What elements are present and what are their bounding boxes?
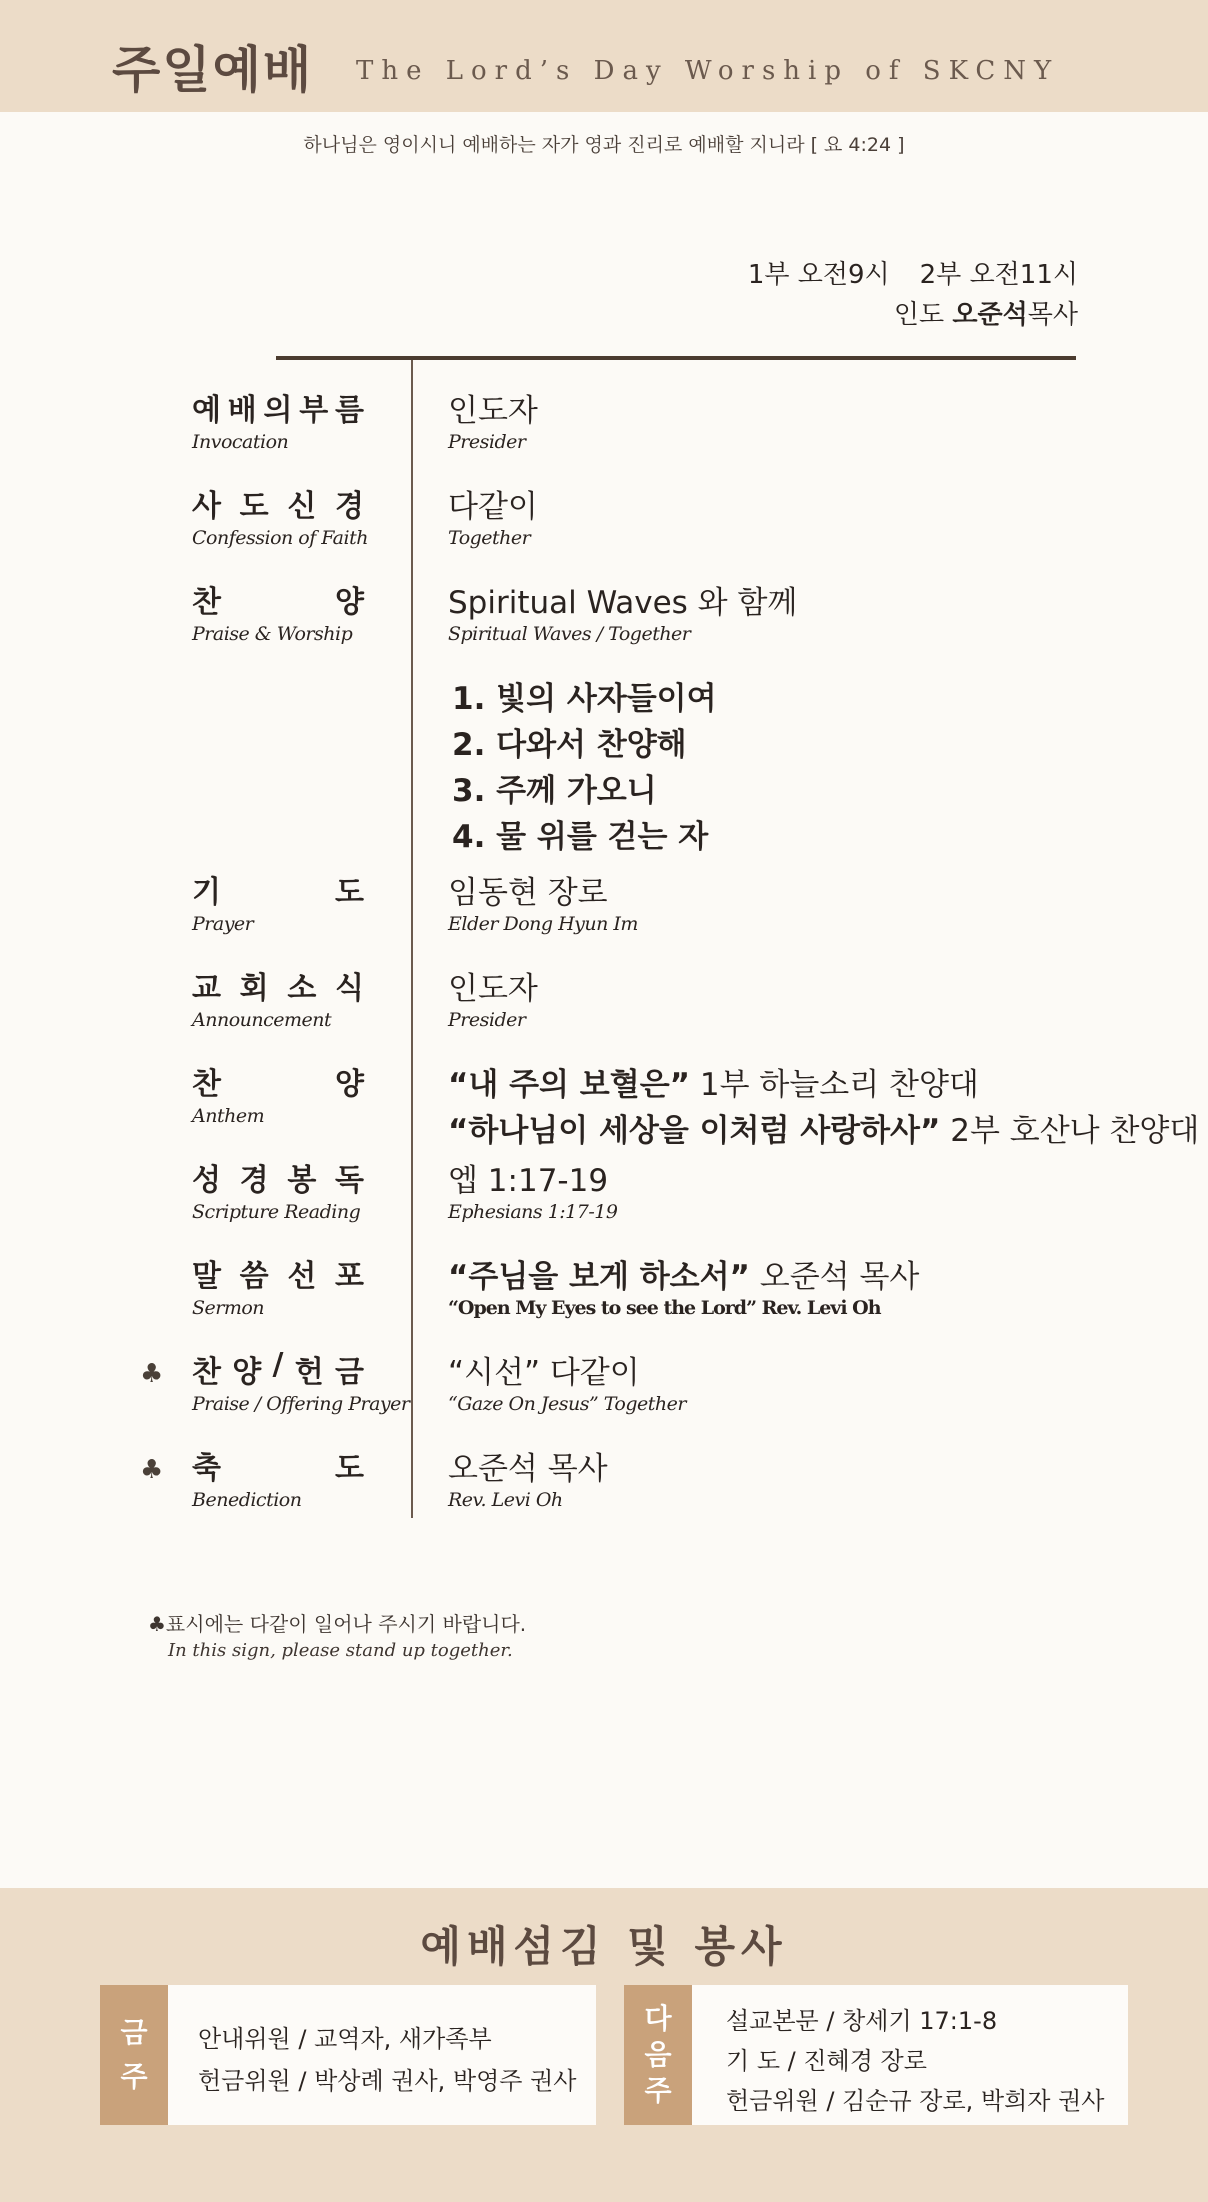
divider-rule [276, 356, 1076, 360]
order-label [192, 481, 364, 525]
hymn-item: 4. 물 위를 걷는 자 [452, 819, 709, 855]
order-label-en: Sermon [192, 1297, 265, 1319]
order-value: “시선” 다같이 [448, 1355, 640, 1391]
first-service-time: 1부 오전9시 [747, 260, 890, 290]
order-value-en: Spiritual Waves / Together [448, 623, 691, 645]
column-divider [411, 360, 413, 1518]
label-char: 도 [335, 1451, 364, 1486]
label-char: 주 [120, 2060, 148, 2093]
label-char: 금 [120, 2016, 148, 2049]
order-value-en: Elder Dong Hyun Im [448, 913, 638, 935]
anthem-title-1: “내 주의 보혈은” [448, 1067, 691, 1103]
label-char: 말 [192, 1259, 221, 1294]
sermon-preacher: 오준석 목사 [749, 1259, 920, 1295]
sermon-line-en [448, 1297, 881, 1319]
order-value: 다같이 [448, 489, 538, 525]
anthem-choir-1: 1부 하늘소리 찬양대 [690, 1067, 979, 1103]
order-label-en: Prayer [192, 913, 254, 935]
label-char: 음 [644, 2038, 672, 2071]
order-value-en: “Gaze On Jesus” Together [448, 1393, 686, 1415]
order-label [192, 1347, 364, 1391]
label-char: 찬 [192, 1067, 221, 1102]
hymn-item: 3. 주께 가오니 [452, 773, 657, 809]
order-label [192, 1443, 364, 1487]
order-label-en: Announcement [192, 1009, 332, 1031]
order-value-en: Rev. Levi Oh [448, 1489, 563, 1511]
page-subtitle: The Lord’s Day Worship of SKCNY [356, 56, 1060, 86]
this-week-offering: 헌금위원 / 박상례 권사, 박영주 권사 [198, 2067, 577, 2095]
header-bar [0, 0, 1208, 112]
label-char: 찬 [192, 585, 221, 620]
label-char: 성 [192, 1163, 221, 1198]
service-section-title: 예배섬김 및 봉사 [420, 1922, 788, 1971]
label-char: 양 [232, 1355, 262, 1390]
this-week-label [100, 1985, 168, 2125]
leader-title: 목사 [1027, 300, 1078, 330]
anthem-line-2 [448, 1105, 1199, 1150]
order-label [192, 867, 364, 911]
order-value-en: Presider [448, 1009, 526, 1031]
order-label-en: Benediction [192, 1489, 302, 1511]
order-value: 오준석 목사 [448, 1451, 608, 1487]
label-char: 회 [239, 971, 269, 1006]
anthem-title-2: “하나님이 세상을 이처럼 사랑하사” [448, 1113, 941, 1149]
label-char: 기 [192, 875, 221, 910]
order-label [192, 1155, 364, 1199]
order-value-en: Together [448, 527, 531, 549]
label-char: 금 [334, 1355, 364, 1390]
label-char: 부 [299, 393, 329, 428]
label-char: 포 [335, 1259, 364, 1294]
label-char: 신 [287, 489, 317, 524]
label-char: 씀 [239, 1259, 269, 1294]
label-char: 경 [335, 489, 364, 524]
order-value: 인도자 [448, 393, 538, 429]
next-week-offering: 헌금위원 / 김순규 장로, 박희자 권사 [726, 2087, 1105, 2115]
order-label-en: Anthem [192, 1105, 265, 1127]
sermon-title: “주님을 보게 하소서” [448, 1259, 750, 1295]
order-value: Spiritual Waves 와 함께 [448, 585, 798, 621]
label-char: 소 [287, 971, 317, 1006]
anthem-choir-2: 2부 호산나 찬양대 [940, 1113, 1200, 1149]
order-value: 인도자 [448, 971, 538, 1007]
label-char: 봉 [287, 1163, 317, 1198]
label-char: / [272, 1347, 284, 1382]
sermon-title-en: “Open My Eyes to see the Lord” [448, 1297, 756, 1319]
club-icon: ♣ [140, 1359, 164, 1389]
anthem-line-1 [448, 1059, 979, 1104]
order-label [192, 385, 364, 429]
order-label [192, 1251, 364, 1295]
label-char: 헌 [294, 1355, 324, 1390]
order-label-en: Praise / Offering Prayer [192, 1393, 410, 1415]
label-char: 경 [239, 1163, 269, 1198]
label-char: 주 [644, 2074, 672, 2107]
label-char: 양 [335, 1067, 364, 1102]
order-value-en: Presider [448, 431, 526, 453]
standing-note: ♣표시에는 다같이 일어나 주시기 바랍니다. [148, 1612, 527, 1636]
label-char: 도 [239, 489, 269, 524]
order-label-en: Scripture Reading [192, 1201, 361, 1223]
leader-name: 오준석 [952, 300, 1028, 330]
order-label-en: Invocation [192, 431, 289, 453]
order-label [192, 1059, 364, 1103]
order-value-en: Ephesians 1:17-19 [448, 1201, 618, 1223]
next-week-prayer: 기 도 / 진혜경 장로 [726, 2047, 927, 2075]
label-char: 름 [335, 393, 364, 428]
this-week-usher: 안내위원 / 교역자, 새가족부 [198, 2025, 492, 2053]
order-value: 임동현 장로 [448, 875, 608, 911]
label-char: 찬 [192, 1355, 221, 1390]
label-char: 독 [335, 1163, 364, 1198]
this-week-box [100, 1985, 596, 2125]
sermon-line-ko [448, 1251, 919, 1296]
page-title: 주일예배 [112, 41, 314, 99]
order-label [192, 963, 364, 1007]
next-week-box [624, 1985, 1128, 2125]
label-char: 선 [287, 1259, 317, 1294]
order-label-en: Praise & Worship [192, 623, 353, 645]
label-char: 식 [335, 971, 364, 1006]
label-char: 사 [192, 489, 221, 524]
label-char: 교 [192, 971, 221, 1006]
hymn-item: 2. 다와서 찬양해 [452, 727, 687, 763]
order-label [192, 577, 364, 621]
order-value: 엡 1:17-19 [448, 1163, 609, 1199]
label-char: 축 [192, 1451, 221, 1486]
leader-prefix: 인도 [893, 300, 945, 330]
hymn-item: 1. 빛의 사자들이여 [452, 681, 717, 717]
label-char: 양 [335, 585, 364, 620]
order-label-en: Confession of Faith [192, 527, 368, 549]
label-char: 예 [192, 393, 221, 428]
label-char: 도 [335, 875, 364, 910]
service-section [0, 1888, 1208, 2202]
scripture-verse: 하나님은 영이시니 예배하는 자가 영과 진리로 예배할 지니라 [ 요 4:24 ] [303, 134, 905, 156]
label-char: 의 [263, 393, 293, 428]
standing-note-en: In this sign, please stand up together. [168, 1640, 513, 1661]
sermon-preacher-en: Rev. Levi Oh [756, 1297, 881, 1319]
service-times [748, 255, 1078, 335]
next-week-text: 설교본문 / 창세기 17:1-8 [726, 2007, 998, 2035]
next-week-label [624, 1985, 692, 2125]
second-service-time: 2부 오전11시 [919, 260, 1078, 290]
label-char: 다 [644, 2002, 672, 2035]
club-icon: ♣ [140, 1455, 164, 1485]
label-char: 배 [227, 393, 257, 428]
